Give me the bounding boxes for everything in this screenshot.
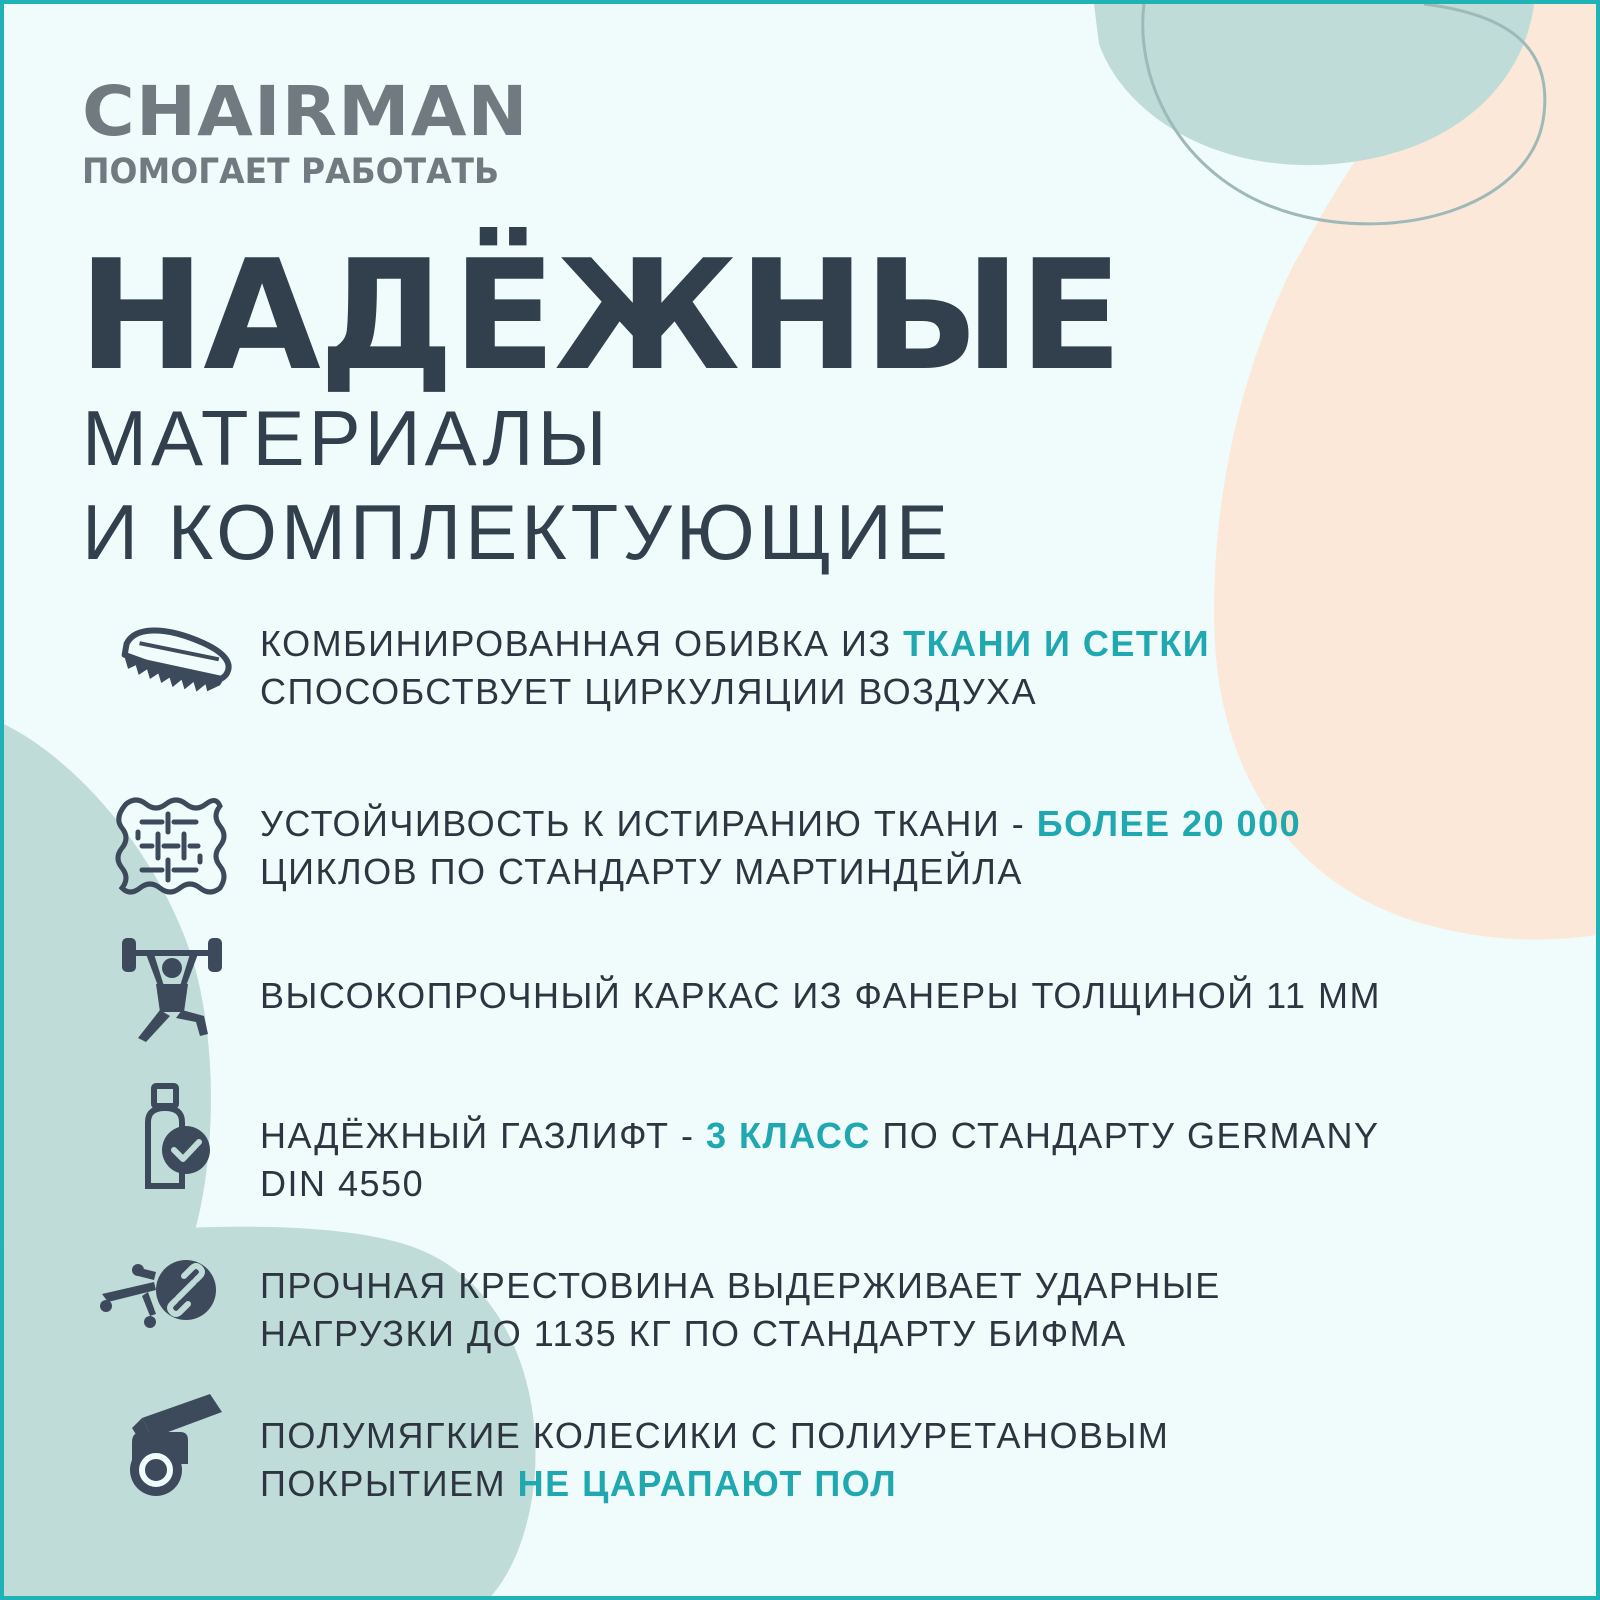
feature-text: [260, 1112, 1560, 1208]
fabric-texture-icon: [112, 792, 232, 902]
brand-name: CHAIRMAN: [82, 71, 529, 152]
feature-base: [4, 1258, 1600, 1368]
feature-text-part: ПО СТАНДАРТУ GERMANY: [870, 1115, 1380, 1156]
feature-text: [260, 800, 1560, 896]
feature-highlight: 3 КЛАСС: [705, 1115, 871, 1156]
feature-text-line: СПОСОБСТВУЕТ ЦИРКУЛЯЦИИ ВОЗДУХА: [260, 671, 1038, 712]
feature-text-part: УСТОЙЧИВОСТЬ К ИСТИРАНИЮ ТКАНИ -: [260, 803, 1037, 844]
gaslift-check-icon: [112, 1082, 232, 1192]
feature-upholstery: [4, 616, 1600, 726]
feature-abrasion: [4, 796, 1600, 906]
weightlifter-icon: [112, 934, 232, 1044]
feature-text-line: DIN 4550: [260, 1163, 425, 1204]
caster-wheel-icon: [112, 1388, 232, 1498]
feature-casters: [4, 1408, 1600, 1518]
headline-main: НАДЁЖНЫЕ: [78, 227, 1121, 404]
brand-logo: [82, 71, 529, 192]
feature-highlight: ТКАНИ И СЕТКИ: [903, 623, 1211, 664]
feature-gaslift: [4, 1108, 1600, 1218]
feature-text-part: КОМБИНИРОВАННАЯ ОБИВКА ИЗ: [260, 623, 904, 664]
brand-slogan: ПОМОГАЕТ РАБОТАТЬ: [82, 152, 500, 192]
feature-text-part: ПОКРЫТИЕМ: [260, 1463, 518, 1504]
feature-text: [260, 1412, 1560, 1508]
feature-text-line: ЦИКЛОВ ПО СТАНДАРТУ МАРТИНДЕЙЛА: [260, 851, 1023, 892]
feature-text-line: ПРОЧНАЯ КРЕСТОВИНА ВЫДЕРЖИВАЕТ УДАРНЫЕ: [260, 1265, 1221, 1306]
feature-text-line: НАГРУЗКИ ДО 1135 КГ ПО СТАНДАРТУ БИФМА: [260, 1313, 1127, 1354]
headline-line-3: И КОМПЛЕКТУЮЩИЕ: [82, 488, 952, 576]
feature-text: [260, 972, 1560, 1020]
chair-base-link-icon: [98, 1242, 218, 1352]
feature-text-part: НАДЁЖНЫЙ ГАЗЛИФТ -: [260, 1115, 706, 1156]
feature-frame: [4, 944, 1600, 1054]
feature-text: [260, 620, 1560, 716]
feature-highlight: БОЛЕЕ 20 000: [1036, 803, 1302, 844]
feature-text-line: ВЫСОКОПРОЧНЫЙ КАРКАС ИЗ ФАНЕРЫ ТОЛЩИНОЙ 11 ММ: [260, 975, 1381, 1016]
feature-highlight: НЕ ЦАРАПАЮТ ПОЛ: [517, 1463, 898, 1504]
feature-text-line: ПОЛУМЯГКИЕ КОЛЕСИКИ С ПОЛИУРЕТАНОВЫМ: [260, 1415, 1170, 1456]
upholstery-brush-icon: [112, 616, 232, 726]
feature-text: [260, 1262, 1560, 1358]
headline-line-2: МАТЕРИАЛЫ: [82, 394, 611, 482]
